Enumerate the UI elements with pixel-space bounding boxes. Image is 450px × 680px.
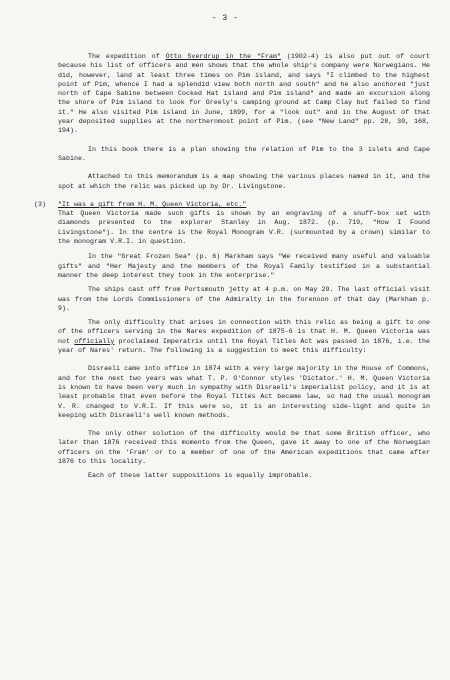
paragraph-difficulty: [58, 318, 430, 355]
paragraph-sverdrup-text: (1902-4) is also put out of court because his list of officers and men shows that the whole ship's company were Norwegians. He did, however, land at least three times on Pim island, and says "I climbed to the highest point of Pim, whence I had a splendid view both north and south" and he also anchored "just north of Cape Sabine between Cocked Hat island and Pim island" and made an excursion along the shore of Pim island to look for Greely's camping ground at Camp Clay but failed to find it." He also visited Pim island in June, 1899, for a "look out" and in the August of that year deposited supplies at the northernmost point of Pim. (see "New Land" pp. 28, 30, 168, 194).: [58, 53, 431, 135]
paragraph-disraeli: Disraeli came into office in 1874 with a very large majority in the House of Commons, and for the next two years was what T. P. O'Connor styles 'Dictator.' H. M. Queen Victoria is known to have been very much in sympathy with Disraeli's imperialist policy, and it is at least probable that even before the Royal Titles Act became law, so had the usual monogram V. R. changed to V.R.I. If this were so, it is an interesting side-light and quite in keeping with Disraeli's well known methods.: [58, 365, 430, 419]
section-3-title: "It was a gift from H. M. Queen Victoria, etc.": [58, 200, 247, 208]
section-3: [34, 200, 430, 246]
paragraph-plan: In this book there is a plan showing the relation of Pim to the 3 islets and Cape Sabine.: [58, 145, 430, 162]
paragraph-difficulty-text: proclaimed Imperatrix until the Royal Titles Act was passed in 1876, i.e. the year of Nares' return. The following is a suggestion to meet this difficulty:: [58, 337, 431, 355]
paragraph-portsmouth: The ships cast off from Portsmouth jetty at 4 p.m. on May 29. The last official visit was from the Lords Commissioners of the Admiralty in the forenoon of that day (Markham p. 9).: [58, 286, 430, 312]
paragraph-sverdrup: [58, 52, 430, 136]
officially-underlined: officially: [74, 337, 115, 345]
paragraph-markham: In the "Great Frozen Sea" (p. 6) Markham says "We received many useful and valuable gifts" and "Her Majesty and the members of the Royal Family testified in a substantial manner the deep interest they took in the enterprise.": [58, 253, 430, 279]
paragraph-other-solution: The only other solution of the difficulty would be that some British officer, who later than 1876 received this momento from the Queen, gave it away to one of the Norwegian officers on the 'Fram' or to a member of one of the American expeditions that came after 1876 to this locality.: [58, 430, 430, 465]
paragraph-map: Attached to this memorandum is a map showing the various places named in it, and the spot at which the relic was picked up by Dr. Livingstone.: [58, 173, 430, 190]
page-number: - 3 -: [211, 14, 239, 23]
document-body: [34, 52, 431, 486]
paragraph-sverdrup-lead: The expedition of: [88, 53, 166, 60]
paragraph-difficulty-lead: The only difficulty that arises in connection with this relic as being a gift to one of the officers serving in the Nares expedition of 1875-6 is that H. M. Queen Victoria was not: [58, 319, 430, 345]
section-marker: (3): [34, 200, 47, 208]
section-3-text: That Queen Victoria made such gifts is shown by an engraving of a snuff-box set with diamonds presented to the explorer Stanley in Aug. 1872. (p. 719, "How I Found Livingstone"). In the centre is the Royal Monogram V.R. (surmounted by a crown) similar to the monogram V.R.I. in question.: [58, 210, 430, 246]
paragraph-conclusion: Each of these latter suppositions is equally improbable.: [88, 472, 313, 480]
sverdrup-fram-underlined: Otto Sverdrup in the "Fram": [165, 53, 282, 60]
